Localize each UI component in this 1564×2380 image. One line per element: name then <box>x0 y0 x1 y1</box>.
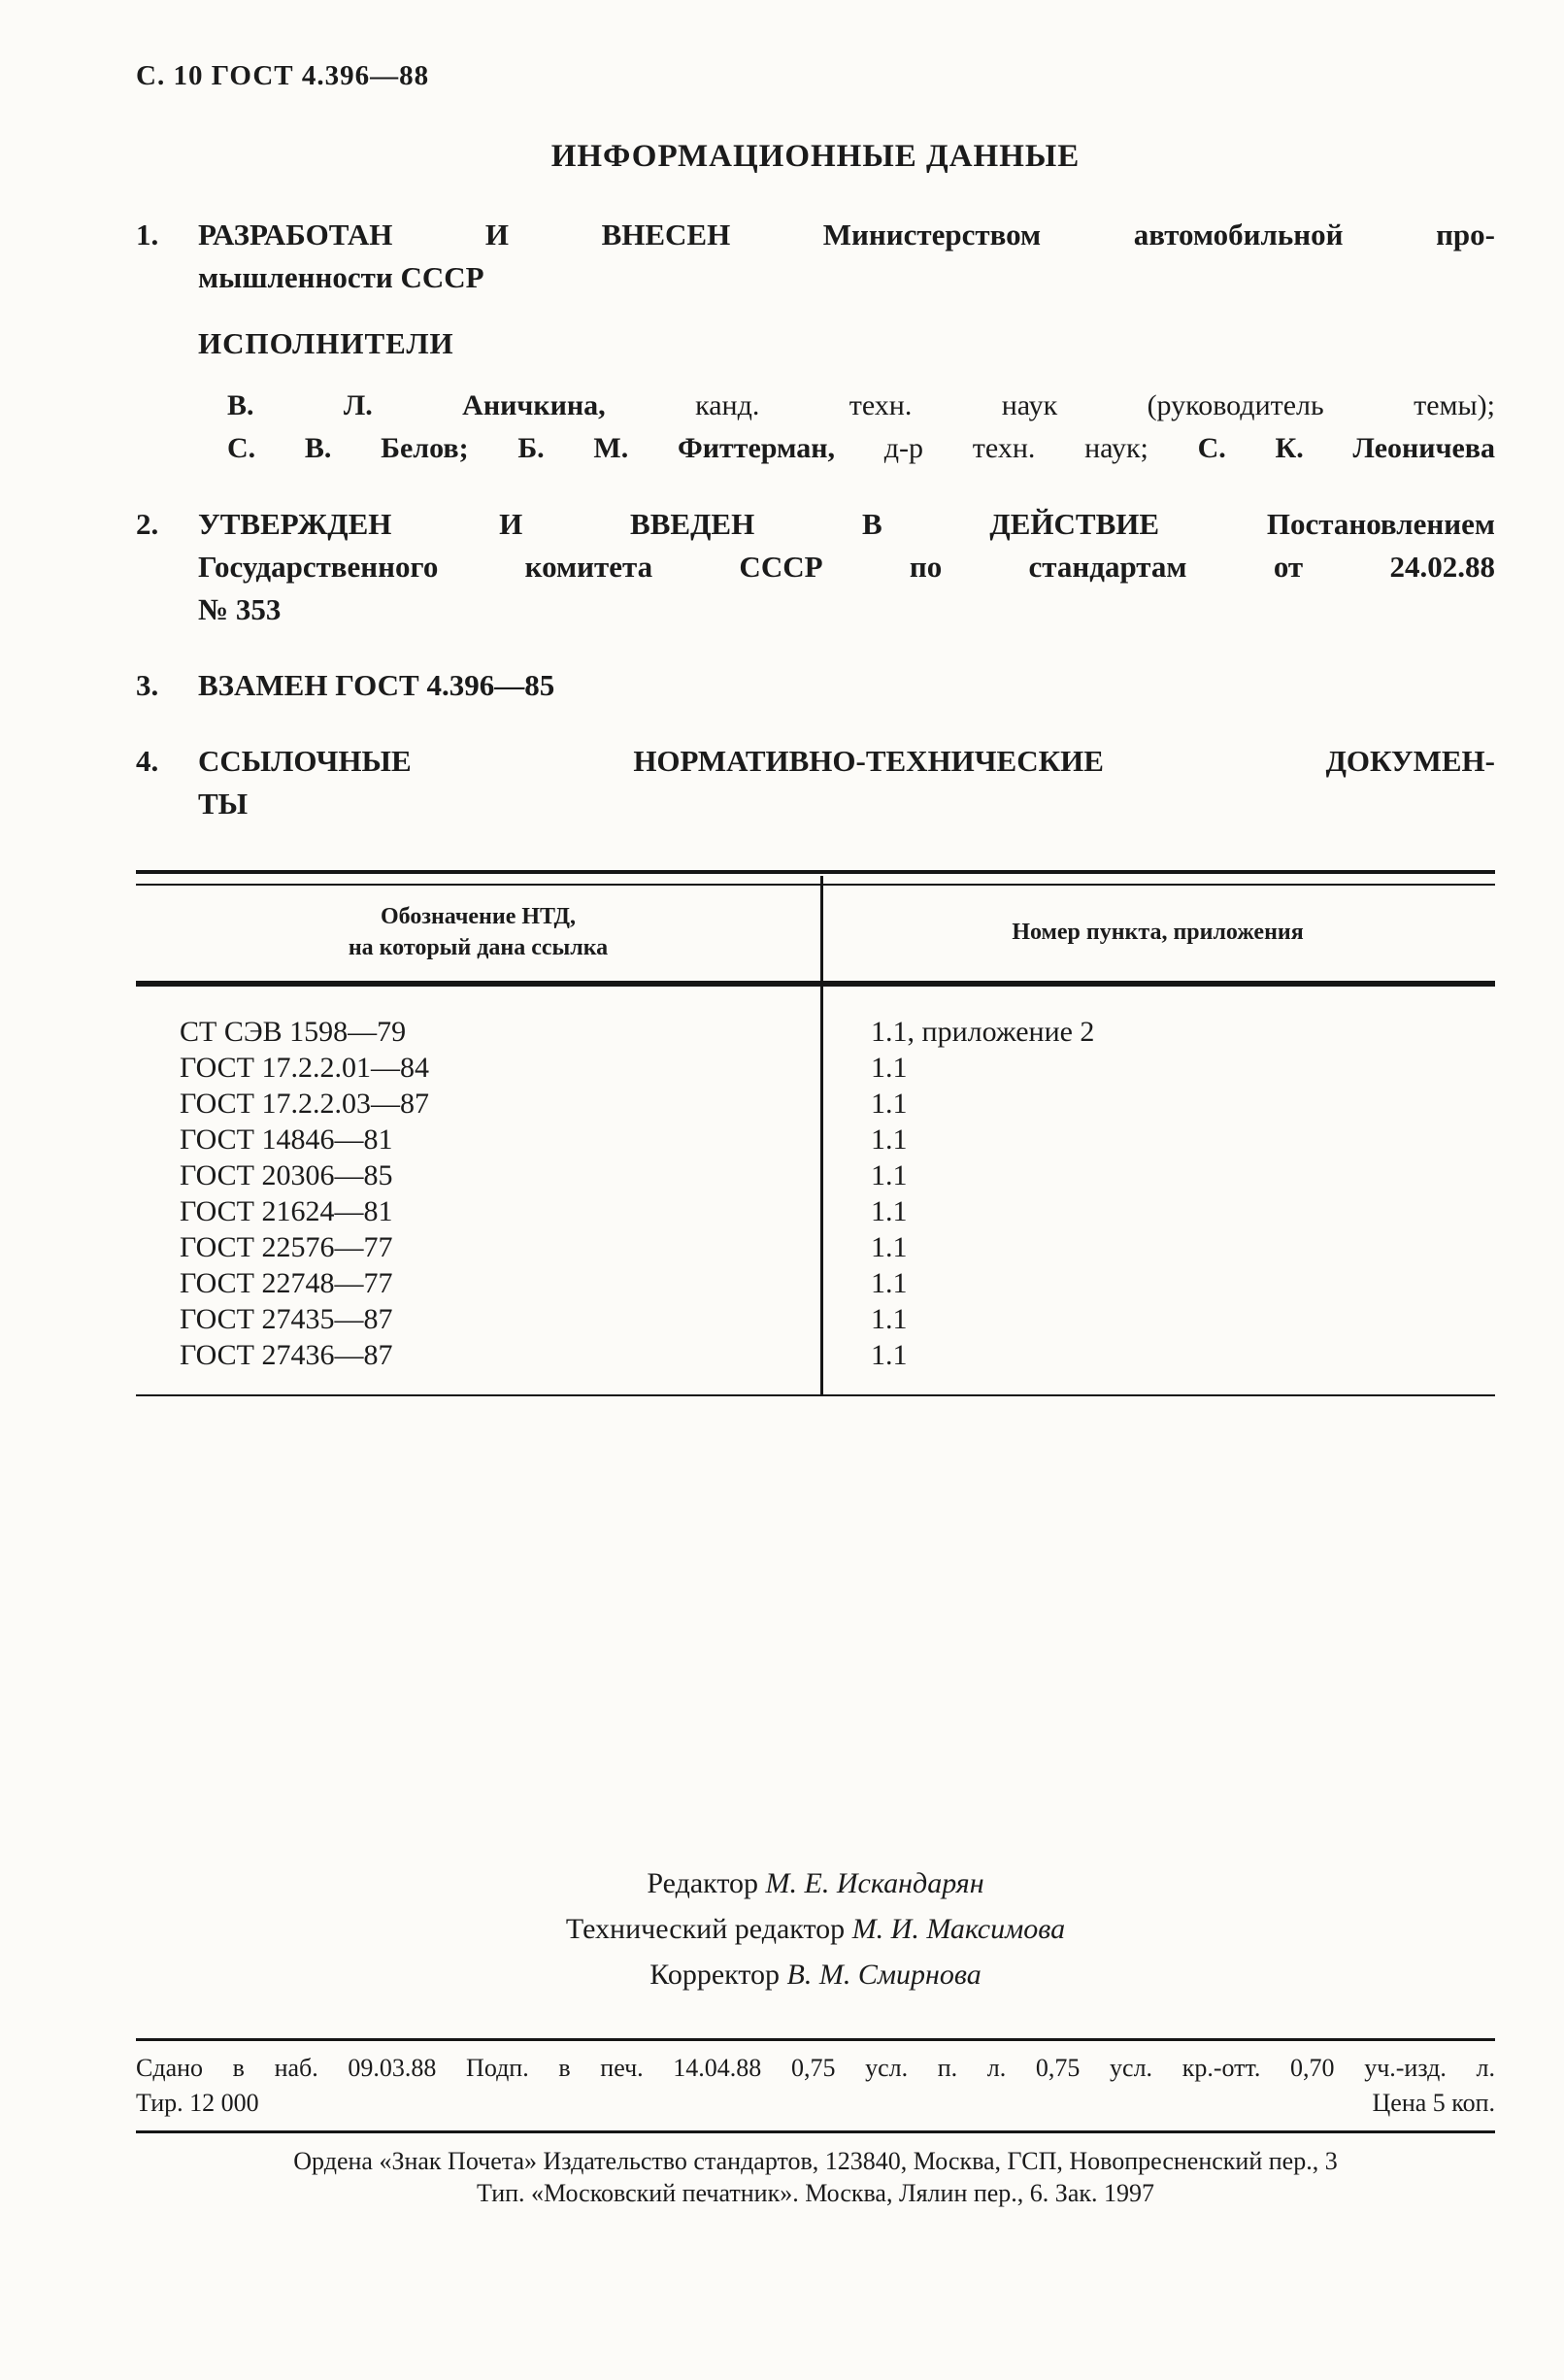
executor-name-2: С. В. Белов; Б. М. Фиттерман, <box>227 432 836 464</box>
table-cell-clause: 1.1 <box>871 1339 908 1371</box>
table-cell-designation: ГОСТ 21624—81 <box>180 1195 393 1227</box>
table-row <box>136 1193 1495 1229</box>
table-cell-designation: ГОСТ 22748—77 <box>180 1267 393 1299</box>
table-row <box>136 1265 1495 1301</box>
executors-line-2 <box>227 427 1495 470</box>
table-column-divider <box>820 876 823 1396</box>
table-cell-designation: ГОСТ 27436—87 <box>180 1339 393 1371</box>
item-1-line-2: мышленности СССР <box>198 260 484 294</box>
imprint-printer: Тип. «Московский печатник». Москва, Лялин пер., 6. Зак. 1997 <box>476 2179 1155 2207</box>
item-2-line-3: № 353 <box>198 592 282 626</box>
table-cell-clause: 1.1 <box>871 1195 908 1227</box>
item-1-body <box>198 214 1495 470</box>
item-2-approved <box>136 503 1495 631</box>
table-cell-designation: ГОСТ 17.2.2.03—87 <box>180 1088 429 1120</box>
table-row <box>136 1301 1495 1337</box>
item-3-text: ВЗАМЕН ГОСТ 4.396—85 <box>198 668 555 702</box>
executor-name-3: С. К. Леоничева <box>1197 432 1496 464</box>
editor-name: М. Е. Искандарян <box>765 1867 984 1899</box>
table-top-rule <box>136 870 1495 886</box>
colophon <box>136 1860 1495 1997</box>
table-cell-clause: 1.1 <box>871 1052 908 1084</box>
item-3-number: 3. <box>136 668 159 702</box>
item-1-number: 1. <box>136 218 159 251</box>
colophon-corrector-line <box>136 1952 1495 1997</box>
table-cell-clause: 1.1 <box>871 1231 908 1263</box>
imprint-publisher: Ордена «Знак Почета» Издательство стандартов, 123840, Москва, ГСП, Новопресненский пер., 3 <box>293 2147 1338 2175</box>
table-bottom-rule <box>136 1394 1495 1396</box>
item-2-rest: Постановлением <box>1266 507 1496 541</box>
executors-paragraph <box>227 385 1495 470</box>
tech-editor-label: Технический редактор <box>565 1913 846 1945</box>
table-row <box>136 1014 1495 1050</box>
item-2-number: 2. <box>136 507 159 541</box>
running-header: С. 10 ГОСТ 4.396—88 <box>136 60 430 91</box>
table-row <box>136 1157 1495 1193</box>
item-4-body <box>198 740 1495 825</box>
item-1-line-1: РАЗРАБОТАН И ВНЕСЕН Министерством автомобильной про- <box>198 218 1495 251</box>
item-2-body <box>198 503 1495 631</box>
executor-name-1: В. Л. Аничкина, <box>227 389 606 421</box>
numbered-items <box>136 214 1495 825</box>
table-cell-clause: 1.1 <box>871 1088 908 1120</box>
table-row <box>136 1122 1495 1157</box>
table-cell-clause: 1.1 <box>871 1267 908 1299</box>
item-4-line-1: ССЫЛОЧНЫЕ НОРМАТИВНО-ТЕХНИЧЕСКИЕ ДОКУМЕН- <box>198 744 1495 778</box>
corrector-name: В. М. Смирнова <box>786 1959 982 1991</box>
executors-heading: ИСПОЛНИТЕЛИ <box>198 326 454 360</box>
item-2-line-1 <box>198 503 1495 546</box>
item-3-body <box>198 664 1495 707</box>
item-1-developed-by <box>136 214 1495 470</box>
table-header-designation-line-1: Обозначение НТД, <box>380 904 577 929</box>
table-row <box>136 1229 1495 1265</box>
table-cell-designation: СТ СЭВ 1598—79 <box>180 1016 407 1048</box>
imprint-price: Цена 5 коп. <box>1372 2089 1495 2117</box>
item-4-number: 4. <box>136 744 159 778</box>
table-cell-designation: ГОСТ 22576—77 <box>180 1231 393 1263</box>
colophon-tech-editor-line <box>136 1906 1495 1952</box>
table-header-clause: Номер пункта, приложения <box>1012 920 1304 945</box>
table-row <box>136 1086 1495 1122</box>
page-title: ИНФОРМАЦИОННЫЕ ДАННЫЕ <box>550 139 1081 174</box>
colophon-editor-line <box>136 1860 1495 1906</box>
table-body <box>136 987 1495 1394</box>
table-cell-designation: ГОСТ 20306—85 <box>180 1159 393 1191</box>
imprint-tirazh-price-line <box>136 2088 1495 2130</box>
table-cell-designation: ГОСТ 14846—81 <box>180 1123 393 1156</box>
imprint-block <box>136 2038 1495 2209</box>
table-cell-clause: 1.1 <box>871 1159 908 1191</box>
executors-line-1 <box>227 385 1495 427</box>
item-4-reference-docs <box>136 740 1495 825</box>
item-4-line-2: ТЫ <box>198 787 249 821</box>
editor-label: Редактор <box>647 1867 759 1899</box>
table-row <box>136 1050 1495 1086</box>
item-2-line-2: Государственного комитета СССР по стандартам от 24.02.88 <box>198 550 1495 584</box>
table-row <box>136 1337 1495 1373</box>
table-header-designation <box>136 901 820 963</box>
reference-documents-table <box>136 870 1495 1396</box>
imprint-print-data: Сдано в наб. 09.03.88 Подп. в печ. 14.04.88 0,75 усл. п. л. 0,75 усл. кр.-отт. 0,70 уч.-изд. л. <box>136 2054 1495 2082</box>
imprint-tirazh: Тир. 12 000 <box>136 2089 259 2117</box>
table-cell-designation: ГОСТ 27435—87 <box>180 1303 393 1335</box>
tech-editor-name: М. И. Максимова <box>851 1913 1066 1945</box>
executor-title-1: канд. техн. наук (руководитель темы); <box>695 389 1496 421</box>
table-cell-clause: 1.1 <box>871 1123 908 1156</box>
table-cell-clause: 1.1 <box>871 1303 908 1335</box>
corrector-label: Корректор <box>649 1959 781 1991</box>
table-header-row <box>136 886 1495 981</box>
table-cell-designation: ГОСТ 17.2.2.01—84 <box>180 1052 429 1084</box>
item-2-caps: УТВЕРЖДЕН И ВВЕДЕН В ДЕЙСТВИЕ <box>198 507 1160 541</box>
table-cell-clause: 1.1, приложение 2 <box>871 1016 1095 1048</box>
table-header-designation-line-2: на который дана ссылка <box>348 935 609 960</box>
item-3-replaces <box>136 664 1495 707</box>
executor-title-2: д-р техн. наук; <box>883 432 1148 464</box>
